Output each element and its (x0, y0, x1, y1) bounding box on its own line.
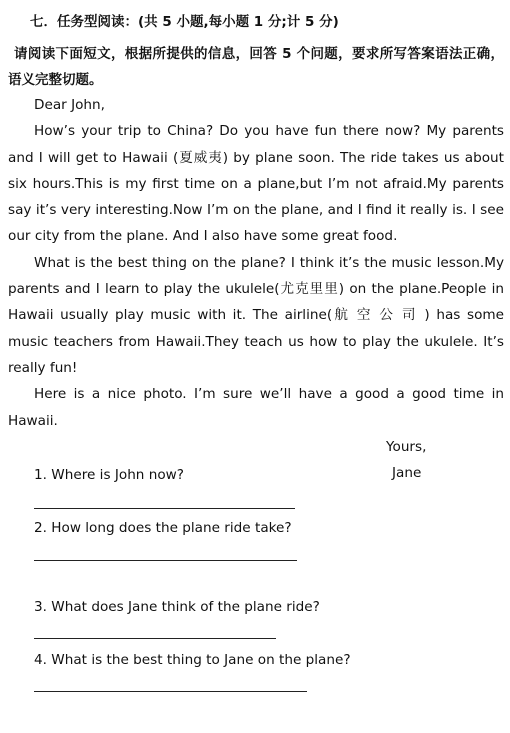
reading-letter (8, 92, 504, 486)
question-2: 2. How long does the plane ride take? (34, 520, 292, 536)
letter-paragraph: What is the best thing on the plane? I think it’s the music lesson.My parents and I learn to play the ukulele(尤克里里) on the plane.People in Hawaii usually play music with it. The airline(航 空 公 司 ) has some music teachers from Hawaii.They teach us how to play the ukulele. It’s really fun! (8, 254, 504, 376)
answer-line-3[interactable] (34, 638, 276, 639)
letter-signature: Jane (392, 465, 422, 482)
question-3: 3. What does Jane think of the plane ride? (34, 599, 320, 615)
letter-paragraph: How’s your trip to China? Do you have fun there now? My parents and I will get to Hawaii (夏威夷) by plane soon. The ride takes us about six hours.This is my first time on a plane,but I’m not afraid.My parents say it’s very interesting.Now I’m on the plane, and I find it really is. I see our city from the plane. And I also have some great food. (8, 123, 504, 245)
answer-line-2[interactable] (34, 560, 297, 561)
letter-paragraph: Here is a nice photo. I’m sure we’ll have a good a good time in Hawaii. (8, 386, 504, 429)
letter-closing: Yours, (386, 438, 427, 455)
question-4: 4. What is the best thing to Jane on the plane? (34, 652, 351, 668)
letter-salutation: Dear John, (34, 97, 105, 113)
answer-line-4[interactable] (34, 691, 307, 692)
section-instructions: 请阅读下面短文，根据所提供的信息，回答 5 个问题，要求所写答案语法正确，语义完整切题。 (8, 46, 504, 88)
section-heading: 七．任务型阅读：(共 5 小题,每小题 1 分;计 5 分) (30, 14, 339, 30)
answer-line-1[interactable] (34, 508, 295, 509)
question-1: 1. Where is John now? (34, 467, 185, 483)
